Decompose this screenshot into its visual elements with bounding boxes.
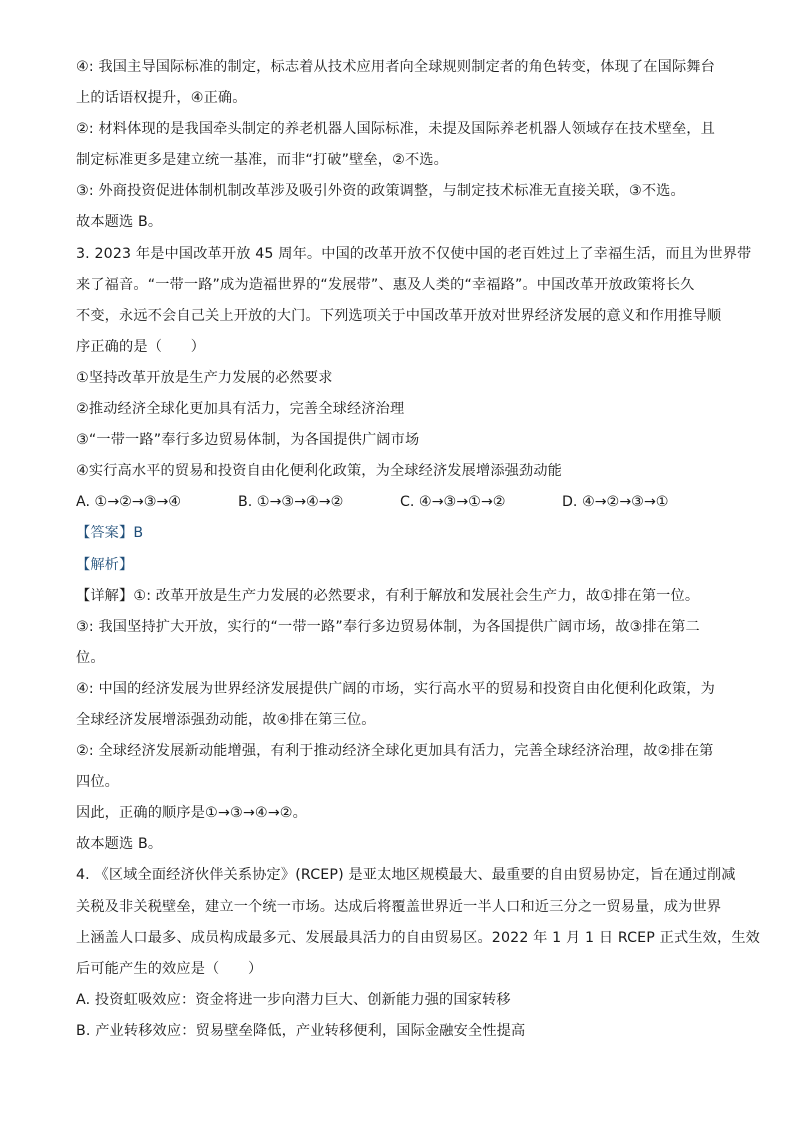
option-a: A. 投资虹吸效应：资金将进一步向潜力巨大、创新能力强的国家转移	[76, 991, 511, 1008]
text-line: 制定标准更多是建立统一基准，而非“打破”壁垒，②不选。	[76, 152, 448, 169]
text-line: 关税及非关税壁垒，建立一个统一市场。达成后将覆盖世界近一半人口和近三分之一贸易量，成为世界	[76, 898, 722, 915]
text-line: ④: 我国主导国际标准的制定，标志着从技术应用者向全球规则制定者的角色转变，体现了在国际舞台	[76, 59, 715, 75]
detail-line: ②: 全球经济发展新动能增强，有利于推动经济全球化更加具有活力，完善全球经济治理，故②排在第	[76, 743, 714, 760]
statement-2: ②推动经济全球化更加具有活力，完善全球经济治理	[76, 401, 405, 418]
statement-3: ③“一带一路”奉行多边贸易体制，为各国提供广阔市场	[76, 432, 420, 449]
question-3-stem: 3. 2023 年是中国改革开放 45 周年。中国的改革开放不仅使中国的老百姓过上了幸福生活，而且为世界带	[76, 245, 752, 262]
text-line: 上涵盖人口最多、成员构成最多元、发展最具活力的自由贸易区。2022 年 1 月 1 日 RCEP 正式生效，生效	[76, 929, 761, 946]
option-b: B. ①→③→④→②	[238, 494, 344, 511]
text-line: 故本题选 B。	[76, 214, 163, 231]
detail-line: 四位。	[76, 774, 120, 791]
text-line: 上的话语权提升，④正确。	[76, 90, 247, 107]
option-b: B. 产业转移效应：贸易壁垒降低，产业转移便利，国际金融安全性提高	[76, 1022, 526, 1039]
statement-4: ④实行高水平的贸易和投资自由化便利化政策，为全球经济发展增添强劲动能	[76, 463, 563, 480]
text-line: ②: 材料体现的是我国牵头制定的养老机器人国际标准，未提及国际养老机器人领域存在技术壁垒，且	[76, 121, 715, 138]
detail-line: 位。	[76, 649, 105, 666]
answer-label: 【答案】B	[76, 525, 144, 542]
question-4-stem: 4. 《区域全面经济伙伴关系协定》(RCEP) 是亚太地区规模最大、最重要的自由贸易协定，旨在通过削减	[76, 867, 736, 884]
text-line: 后可能产生的效应是（ ）	[76, 960, 263, 977]
option-a: A. ①→②→③→④	[76, 494, 182, 511]
detail-line: ④: 中国的经济发展为世界经济发展提供广阔的市场，实行高水平的贸易和投资自由化便利化政策，为	[76, 680, 715, 697]
option-c: C. ④→③→①→②	[400, 494, 506, 511]
detail-line: ③: 我国坚持扩大开放，实行的“一带一路”奉行多边贸易体制，为各国提供广阔市场，故③排在第二	[76, 618, 700, 635]
option-d: D. ④→②→③→①	[562, 494, 669, 511]
analysis-label: 【解析】	[76, 556, 134, 573]
detail-line: 【详解】①: 改革开放是生产力发展的必然要求，有利于解放和发展社会生产力，故①排在第一位。	[76, 587, 700, 604]
text-line: ③: 外商投资促进体制机制改革涉及吸引外资的政策调整，与制定技术标准无直接关联，③不选。	[76, 183, 685, 200]
document-page	[76, 58, 761, 1053]
statement-1: ①坚持改革开放是生产力发展的必然要求	[76, 369, 333, 386]
question-3-options	[76, 493, 720, 511]
text-line: 来了福音。“一带一路”成为造福世界的“发展带”、惠及人类的“幸福路”。中国改革开放政策将长久	[76, 276, 695, 293]
text-line: 序正确的是（ ）	[76, 338, 206, 355]
detail-line: 因此，正确的顺序是①→③→④→②。	[76, 805, 307, 822]
detail-line: 故本题选 B。	[76, 836, 163, 853]
text-line: 不变，永远不会自己关上开放的大门。下列选项关于中国改革开放对世界经济发展的意义和作用推导顺	[76, 307, 722, 324]
detail-line: 全球经济发展增添强劲动能，故④排在第三位。	[76, 711, 376, 728]
